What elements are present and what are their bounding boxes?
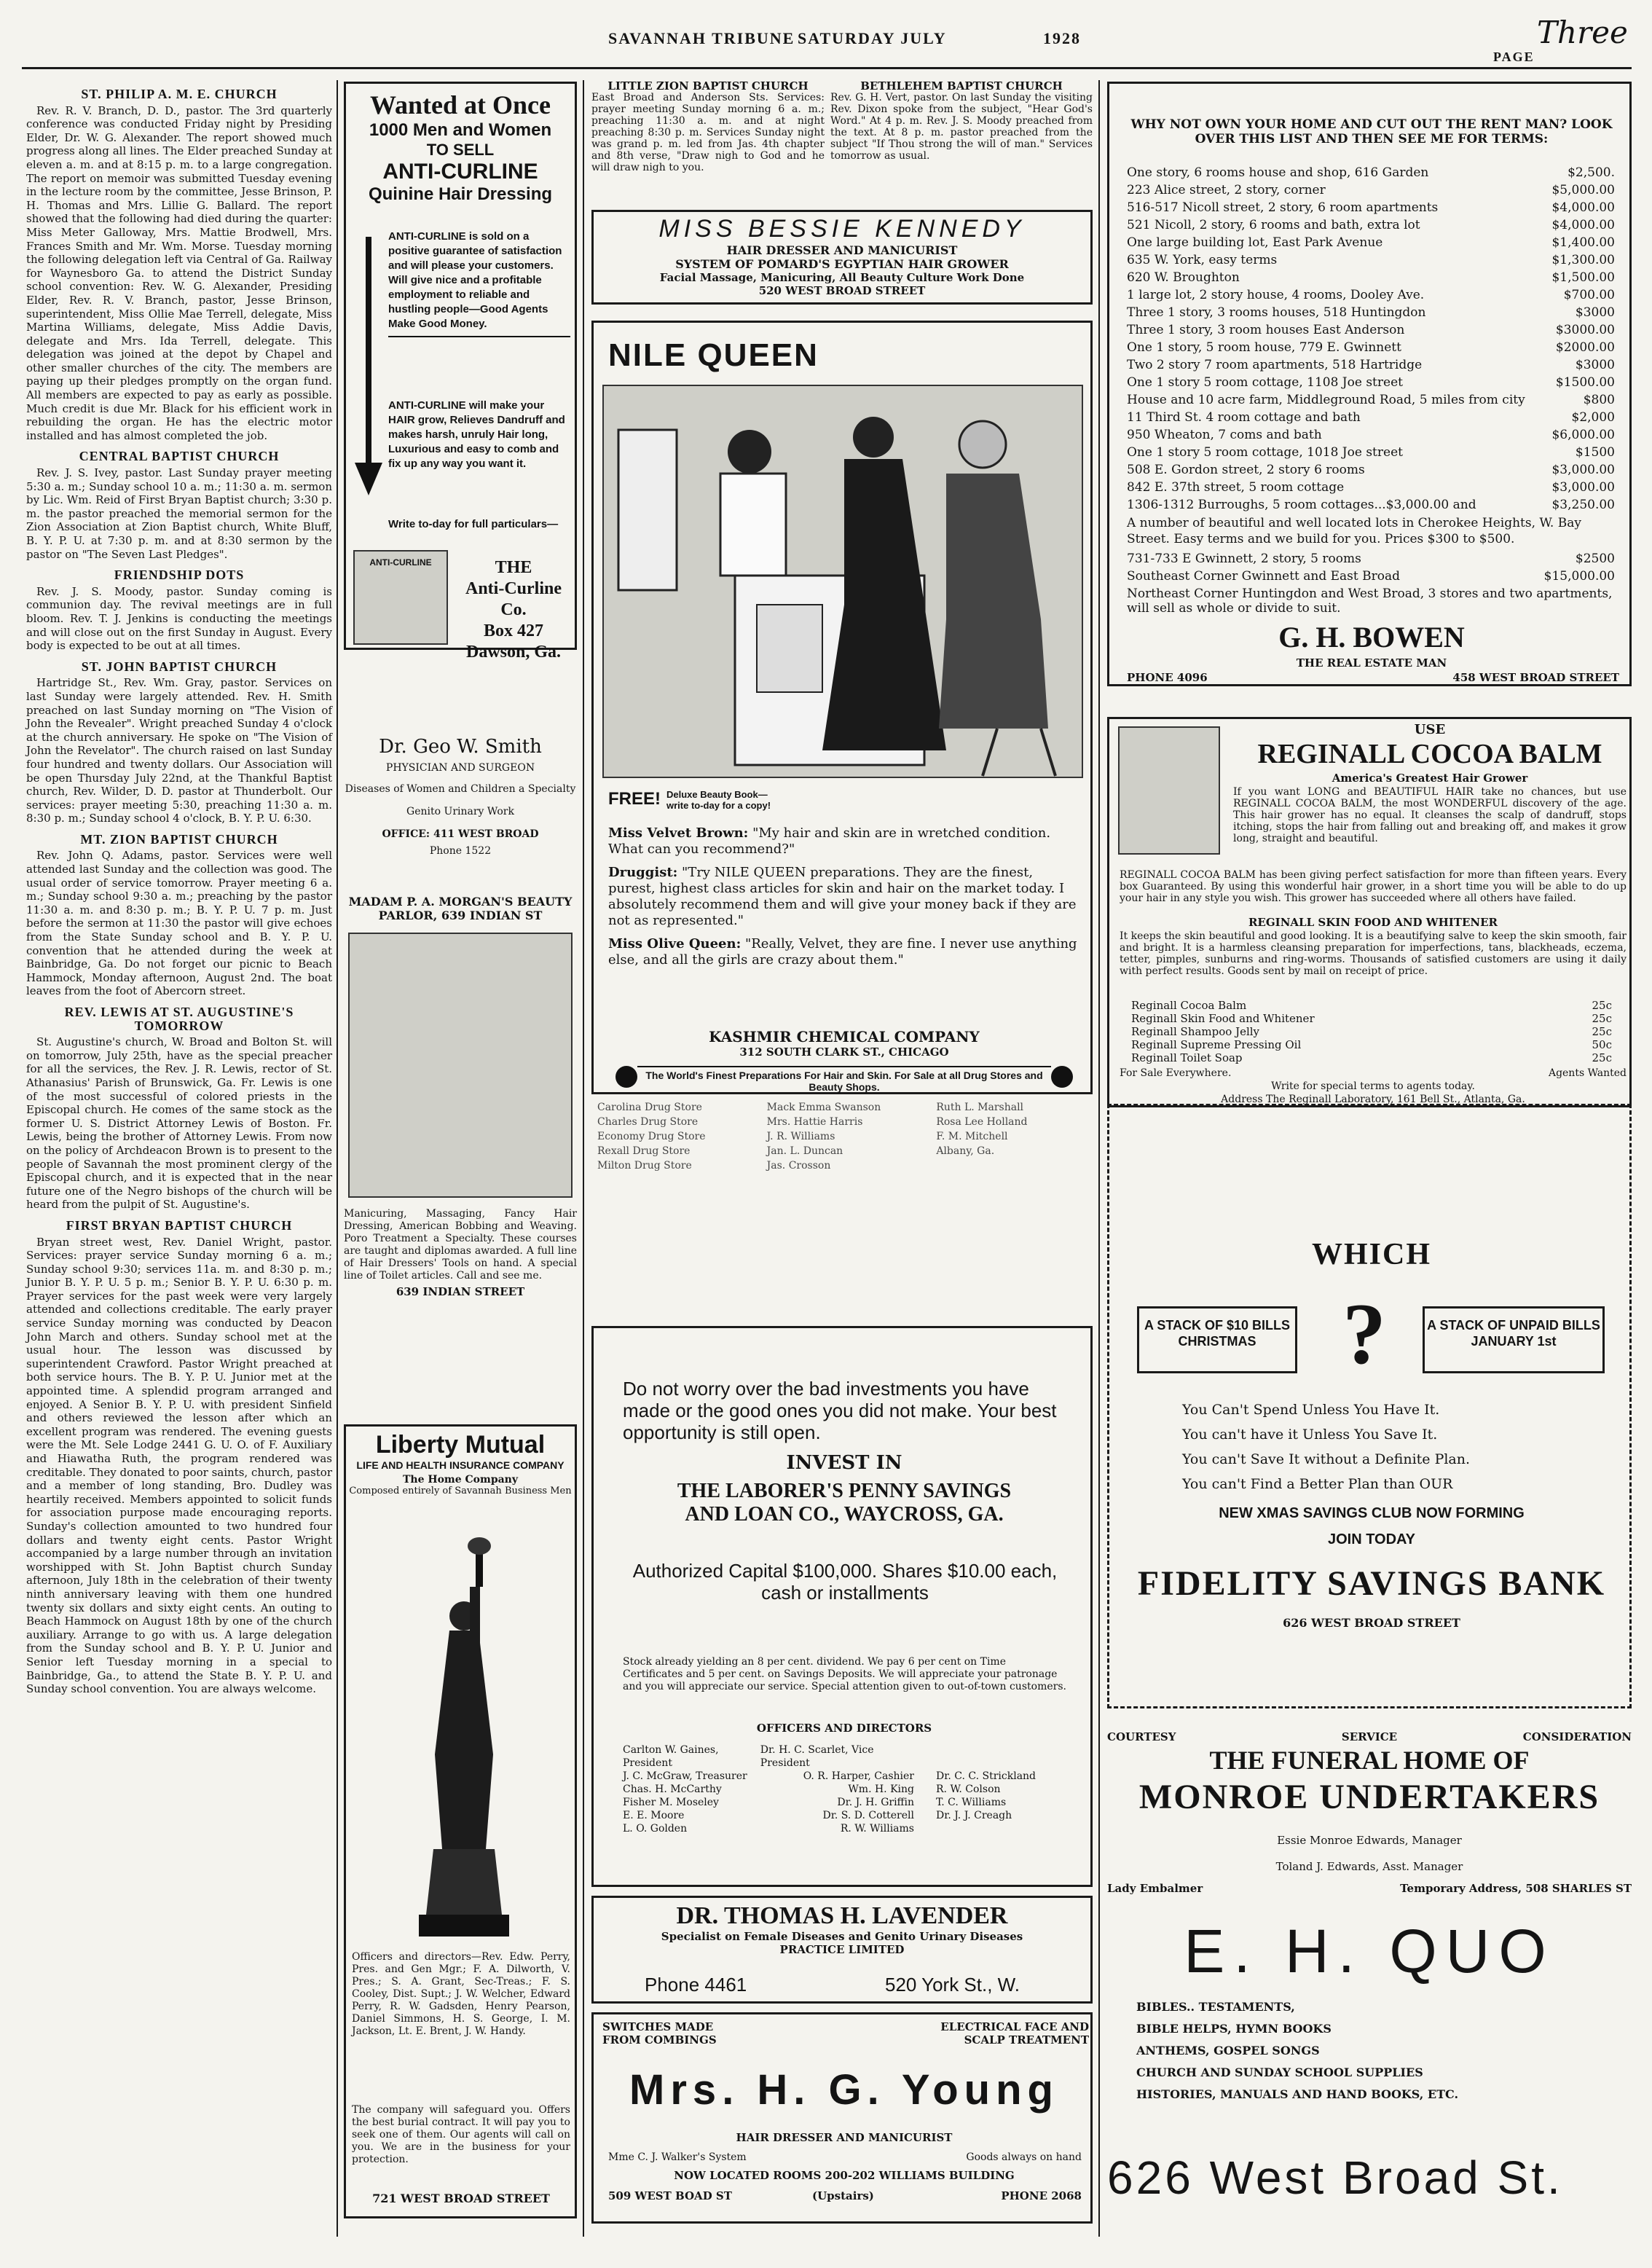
article-body: Hartridge St., Rev. Wm. Gray, pastor. Services on last Sunday were largely attended. Rev. H. Smith preached on last Sunday morning on "The Vision of John the Revealer". Wright preached Sunday 4 o'clock at the church anniversary. He spoke on "The Vision of John the Revelator". The church raised on last Sunday four hundred and twenty dollars. Our Association will be open Thursday July 22nd, at the Thankful Baptist church, Rev. Wilder, D. D. pastor at Thunderbolt. Our services: prayer meeting 5:30, preaching 11:30 a. m. 8:30 p. m.; Sunday school 4 o'clock, B. Y. P. U. 6:30.: [26, 676, 332, 825]
store-address: 626 West Broad St.: [1107, 2151, 1563, 2204]
free-label: FREE!: [608, 789, 661, 809]
column-rule: [1098, 80, 1100, 2237]
listing-desc: One 1 story 5 room cottage, 1108 Joe street: [1127, 375, 1403, 390]
article-body: Rev. J. S. Ivey, pastor. Last Sunday prayer meeting 5:30 a. m.; Sunday school 10 a. m.; 11:30 a. m. sermon by Lic. Wm. Reid of First Bryan Baptist church; 3:30 p. m. the pastor preached the memorial sermon for the Zion Association at Zion Baptist church, White Bluff, B. Y. P. U. at 7:30 p. m. and at 8:30 sermon by the pastor on "The Seven Last Pledges".: [26, 466, 332, 561]
article-title: ST. JOHN BAPTIST CHURCH: [81, 659, 278, 674]
dealer-name: Rosa Lee Holland: [936, 1116, 1028, 1128]
option-box-left: A STACK OF $10 BILLS CHRISTMAS: [1137, 1306, 1297, 1373]
officer-row: [623, 1770, 914, 1783]
listing-desc: 516-517 Nicoll street, 2 story, 6 room apartments: [1127, 200, 1439, 215]
listing-row: [1127, 216, 1615, 234]
officer-name: E. E. Moore: [623, 1810, 685, 1821]
listing-row: [1127, 409, 1615, 426]
product-tagline: America's Greatest Hair Grower: [1332, 772, 1528, 785]
church-title: BETHLEHEM BAPTIST CHURCH: [860, 79, 1063, 93]
speaker-line: "Really, Velvet, they are fine. I never use anything else, and all the girls are crazy about them.": [608, 936, 1077, 968]
price-row: [1131, 1025, 1612, 1038]
morgan-ad: [344, 895, 577, 1421]
masthead-title: SAVANNAH TRIBUNE: [608, 29, 795, 47]
motto-word: SERVICE: [1341, 1730, 1398, 1743]
listing-price: $4,000.00: [1551, 200, 1615, 215]
company-sub: LIFE AND HEALTH INSURANCE COMPANY: [356, 1459, 565, 1471]
tin-label: ANTI-CURLINE: [369, 557, 432, 568]
church-text: Rev. G. H. Vert, pastor. On last Sunday the visiting Rev. Dixon spoke from the subject, "Hear God's Word." At 4 p. m. Rev. J. S. Moody preached from the text. At 8 p. m. pastor preached from the subject "If Thou strong the will of man." Services tomorrow as usual.: [830, 92, 1093, 162]
doctor-spec: Specialist on Female Diseases and Genito Urinary Diseases: [661, 1930, 1023, 1943]
doctor-phone: Phone 1522: [429, 845, 492, 857]
officer-name: Fisher M. Moseley: [623, 1797, 719, 1808]
pharmacy-illustration: [602, 385, 1083, 778]
doctor-title: PHYSICIAN AND SURGEON: [385, 762, 535, 774]
speaker-label: Miss Velvet Brown:: [608, 825, 749, 841]
listing-desc: One large building lot, East Park Avenue: [1127, 235, 1383, 250]
product-price: 25c: [1592, 1051, 1612, 1064]
listing-row: [1127, 164, 1615, 181]
officer-name: J. C. McGraw, Treasurer: [623, 1770, 747, 1782]
dealer-name: F. M. Mitchell: [936, 1131, 1008, 1142]
capital-info: Authorized Capital $100,000. Shares $10.00 each, cash or installments: [632, 1560, 1058, 1604]
listing-desc: 11 Third St. 4 room cottage and bath: [1127, 410, 1361, 425]
liberty-mutual-ad: [344, 1424, 577, 2218]
listing-price: $1,400.00: [1551, 235, 1615, 250]
article-body: St. Augustine's church, W. Broad and Bolton St. will on tomorrow, July 25th, have as the special preacher for all the services, the Rev. J. R. Lewis, rector of St. Athanasius' Parish of Brunswick, Ga. Fr. Lewis is one of the most successful of colored priests in the Episcopal church. He comes of the same stock as the former U. S. District Attorney Lewis of Boston. Fr. Lewis, being the brother of Attorney Lewis. From now on the policy of Archdeacon Brown is to present to the people of Savannah the most prominent clergy of the Episcopal church, and it is expected that in the near future one of the Negro bishops of the church will be heard from the pulpit of St. Augustine's.: [26, 1035, 332, 1212]
savings-line: You Can't Spend Unless You Have It.: [1182, 1402, 1440, 1418]
listing-row: [1127, 321, 1615, 339]
xmas-club: NEW XMAS SAVINGS CLUB NOW FORMING: [1219, 1505, 1525, 1521]
listing-price: $3,000.00: [1551, 480, 1615, 495]
listing-price: $2000.00: [1555, 340, 1615, 355]
officer-row: [623, 1743, 914, 1770]
listing-price: $3000.00: [1555, 323, 1615, 337]
article-title: REV. LEWIS AT ST. AUGUSTINE'S TOMORROW: [64, 1005, 294, 1033]
product-item: Reginall Shampoo Jelly: [1131, 1025, 1260, 1038]
agent-title: THE REAL ESTATE MAN: [1296, 656, 1447, 670]
dot-icon: [615, 1066, 637, 1088]
article-body: Rev. John Q. Adams, pastor. Services were well attended last Sunday and the collection was good. The usual order of service tomorrow. Prayer meeting 6 a. m.; Sunday school 9:30 a. m.; preaching by the pastor 11:30 a. m. and 8:30 p. m.; B. Y. P. U. 7 p. m. Just before the sermon at 11:30 the pastor will give echoes from the State Sunday school and B. Y. P. U. convention that he attended during the week at Bainbridge, Ga. Do not forget our picnic to Beach Hammock, Monday afternoon, August 2nd. The boat leaves from the foot of Abercorn street.: [26, 849, 332, 998]
ad-right-text: [885, 2020, 1089, 2047]
product-price: 25c: [1592, 999, 1612, 1012]
officer-name: Chas. H. McCarthy: [623, 1784, 722, 1795]
listing-desc: 521 Nicoll, 2 story, 6 rooms and bath, extra lot: [1127, 218, 1420, 232]
product-tin-image: [353, 550, 448, 645]
listing-price: $4,000.00: [1551, 218, 1615, 232]
stylist-title: HAIR DRESSER AND MANICURIST: [736, 2131, 953, 2144]
ad-paragraph: ANTI-CURLINE will make your HAIR grow, Relieves Dandruff and makes harsh, unruly Hair long, Luxurious and easy to comb and fix up any way you want it.: [388, 399, 565, 470]
dealer-name: Mack Emma Swanson: [766, 1102, 881, 1113]
listing-row: [1127, 199, 1615, 216]
stylist-address: 520 WEST BROAD STREET: [758, 284, 926, 297]
listing-desc: 731-733 E Gwinnett, 2 story, 5 rooms: [1127, 552, 1361, 566]
church-news-column: [26, 80, 332, 2237]
dot-icon: [1051, 1066, 1073, 1088]
co-line: Anti-Curline: [465, 579, 562, 598]
stylist-location: NOW LOCATED ROOMS 200-202 WILLIAMS BUILDING: [674, 2169, 1015, 2182]
ad-paragraph: REGINALL COCOA BALM has been giving perfect satisfaction for more than fifteen years. Every box Guaranteed. By using this wonderful hair grower, in a short time you will be able to do up your hair in any style you wish. This grower has succeeded where all others have failed.: [1120, 869, 1627, 904]
listing-price: $15,000.00: [1543, 569, 1615, 584]
agent-phone: PHONE 4096: [1127, 671, 1208, 684]
listing-price: $2,000: [1571, 410, 1615, 425]
listing-row: [1127, 496, 1615, 514]
article-title: FRIENDSHIP DOTS: [114, 568, 245, 583]
bethlehem-notice: [830, 80, 1093, 200]
officer-name: Carlton W. Gaines, President: [623, 1744, 719, 1769]
listing-row: [1127, 391, 1615, 409]
book-item: HISTORIES, MANUALS AND HAND BOOKS, ETC.: [1136, 2087, 1459, 2101]
manager: Essie Monroe Edwards, Manager: [1277, 1834, 1462, 1847]
company-note: Composed entirely of Savannah Business Men: [349, 1486, 572, 1496]
company-block: [455, 557, 572, 663]
officer-name: L. O. Golden: [623, 1823, 688, 1835]
product-item: Reginall Toilet Soap: [1131, 1051, 1243, 1064]
arrow-down-icon: [361, 237, 377, 499]
article-title: CENTRAL BAPTIST CHURCH: [79, 449, 280, 464]
option-box-right: A STACK OF UNPAID BILLS JANUARY 1st: [1423, 1306, 1605, 1373]
store-name: E. H. QUO: [1184, 1917, 1555, 1985]
product-item: Reginall Supreme Pressing Oil: [1131, 1038, 1302, 1051]
officer-row: [623, 1822, 914, 1835]
listing-price: $2,500.: [1568, 165, 1615, 180]
dealer-name: Jan. L. Duncan: [766, 1145, 843, 1157]
ad-line: SCALP TREATMENT: [964, 2033, 1089, 2047]
ad-line: FROM COMBINGS: [602, 2033, 717, 2047]
listing-row: [1127, 269, 1615, 286]
listing-desc: 635 W. York, easy terms: [1127, 253, 1278, 267]
ad-title: WHY NOT OWN YOUR HOME AND CUT OUT THE RENT MAN? LOOK OVER THIS LIST AND THEN SEE ME FOR TERMS:: [1130, 117, 1613, 146]
header-rule: [22, 67, 1632, 69]
listing-desc: Three 1 story, 3 room houses East Anderson: [1127, 323, 1405, 337]
article-title: ST. PHILIP A. M. E. CHURCH: [81, 87, 278, 101]
speaker-label: Miss Olive Queen:: [608, 936, 742, 951]
stylist-title: HAIR DRESSER AND MANICURIST: [726, 243, 958, 257]
doctor-name: DR. THOMAS H. LAVENDER: [676, 1902, 1008, 1929]
listing-price: $1,500.00: [1551, 270, 1615, 285]
ad-headline: Wanted at Once: [370, 90, 551, 119]
listing-desc: Two 2 story 7 room apartments, 518 Hartridge: [1127, 358, 1423, 372]
speaker-line: "My hair and skin are in wretched condition. What can you recommend?": [608, 825, 1051, 857]
stylist-goods: Goods always on hand: [966, 2151, 1082, 2163]
product-item: Reginall Cocoa Balm: [1131, 999, 1247, 1012]
agent-name: G. H. BOWEN: [1278, 621, 1465, 654]
ad-left-text: [602, 2020, 806, 2047]
dealer-name: Milton Drug Store: [597, 1160, 692, 1172]
ad-product-name: ANTI-CURLINE: [382, 160, 538, 184]
write-note: Write for special terms to agents today.: [1271, 1080, 1475, 1092]
ad-paragraph: If you want LONG and BEAUTIFUL HAIR take no chances, but use REGINALL COCOA BALM, the most WONDERFUL discovery of the age. This hair grower has no equal. It cleanses the scalp of dandruff, stops itching, stops the hair from falling out and breaking off, and makes it grow long, straight and beautiful.: [1233, 786, 1627, 844]
listing-price: $3000: [1575, 358, 1615, 372]
listing-price: $1500.00: [1555, 375, 1615, 390]
laborers-savings-ad: [591, 1326, 1093, 1887]
bank-name: FIDELITY SAVINGS BANK: [1137, 1564, 1606, 1603]
listing-price: $800: [1583, 393, 1615, 407]
join-today: JOIN TODAY: [1327, 1531, 1416, 1547]
price-row: [1131, 1012, 1612, 1025]
stylist-name: MISS BESSIE KENNEDY: [658, 215, 1026, 243]
price-list: [1131, 999, 1612, 1064]
officer-name: Dr. H. C. Scarlet, Vice President: [760, 1744, 874, 1769]
listing-desc: 1 large lot, 2 story house, 4 rooms, Dooley Ave.: [1127, 288, 1425, 302]
handwritten-page-number: Three: [1537, 15, 1628, 50]
officer-name: R. W. Williams: [840, 1823, 914, 1835]
book-item: BIBLE HELPS, HYMN BOOKS: [1136, 2022, 1332, 2036]
officer-name: Wm. H. King: [848, 1784, 914, 1795]
co-line: Box 427: [483, 621, 543, 640]
doctor-name: Dr. Geo W. Smith: [379, 736, 542, 758]
extra-list: [1127, 550, 1615, 585]
dealer-name: Rexall Drug Store: [597, 1145, 691, 1157]
officer-name: O. R. Harper, Cashier: [803, 1770, 914, 1782]
listing-row: [1127, 339, 1615, 356]
company-name: Liberty Mutual: [375, 1431, 546, 1459]
agents-note: Agents Wanted: [1548, 1067, 1627, 1079]
lab-address: Address The Reginall Laboratory, 161 Bell St., Atlanta, Ga.: [1221, 1094, 1525, 1105]
smith-card: [344, 736, 577, 882]
stylist-system: SYSTEM OF POMARD'S EGYPTIAN HAIR GROWER: [675, 257, 1009, 271]
page-label: PAGE: [1493, 50, 1535, 64]
co-line: Co.: [500, 600, 527, 619]
dealer-list: [597, 1100, 1093, 1311]
listing-row: [1127, 461, 1615, 479]
fidelity-bank-ad: [1107, 1104, 1632, 1708]
ad-title: MADAM P. A. MORGAN'S BEAUTY PARLOR, 639 INDIAN ST: [348, 895, 573, 922]
ad-line: ELECTRICAL FACE AND: [940, 2020, 1089, 2033]
officer-row: [623, 1796, 914, 1809]
article-body: Bryan street west, Rev. Daniel Wright, pastor. Services: prayer service Sunday morning 6 a. m.; Sunday school 9:30; services 11a. m. and 8:30 p. m.; Junior B. Y. P. U. 5 p. m.; Senior B. Y. P. U. 6:30 p. m. Prayer services for the past week were very largely attended and collections creditable. The early prayer service Sunday morning was conducted by Deacon John March and others. Sunday school met at the usual hour. The lesson was discussed by superintendent Crawford. Pastor Wright preached at both service hours. The B. Y. P. U. Junior met at the appointed time. A splendid program arranged and enjoyed. A Senior B. Y. P. U. with president Sinfield and others reviewed the lesson after which an excellent program was rendered. The evening guests were the Mt. Sele Lodge 2441 G. U. O. of F. Auxiliary and Hiawatha Ruth, the program rendered was creditable. They donated to poor saints, church, pastor and a member of long standing, Bro. Dudley was heartily received. Members appointed to solicit funds for association purpose made encouraging reports. Sunday's collection amounted to two hundred four dollars and twenty eight cents. Pastor Wright accompanied by a large number through an invitation worshipped with St. John Baptist church Sunday afternoon, July 18th in the celebration of their twenty ninth anniversary leaving with them one hundred twenty six dollars and sixty eight cents. An outing to Beach Hammock on August 18th by one of the church auxiliary. Arrange to go with us. A large delegation from the Sunday school and B. Y. P. U. Junior and Senior left Tuesday morning in a special to Bainbridge, Ga., to attend the State B. Y. P. U. and Sunday school convention. You are always welcome.: [26, 1235, 332, 1696]
company-address: 721 WEST BROAD STREET: [372, 2192, 550, 2205]
savings-line: You can't Save It without a Definite Plan.: [1182, 1451, 1471, 1467]
officer-row: [623, 1809, 914, 1822]
price-row: [1131, 999, 1612, 1012]
article-body: Rev. R. V. Branch, D. D., pastor. The 3rd quarterly conference was conducted Friday night by Presiding Elder, Dr. W. G. Alexander. The report showed much progress along all lines. The Elder preached Sunday at eleven a. m. and at 8:15 p. m. to a large congregation. The report on memoir was submitted Tuesday evening in the lecture room by the committee, Jesse Brinson, P. H. Thomas and Mrs. Lillie G. Ballard. The report showed that the following had died during the quarter: Miss Meter Galloway, Mrs. Mattie Brodwell, Mrs. Frances Smith and Mr. Wm. Morse. Tuesday morning the following delegation left via Central of Ga. Railway for Waynesboro Ga. to attend the District Sunday school convention: Rev. W. G. Alexander, Presiding Elder, Rev. R. V. Branch, pastor, Jesse Brinson, superintendent, Miss Ollie Mae Terrell, delegate, Miss Martina Williams, delegate, Miss Addie Davis, delegate and Mrs. Ida Terrell, delegate. This delegation was joined at the depot by Chapel and other smaller churches of the city. The members are paying up their pledges promptly on the organ fund. All members are expected to pay as early as possible. Much credit is due Mr. Black for his efficient work in rebuilding the organ. He has the electric motor installed and has almost completed the job.: [26, 103, 332, 442]
agent-address: 458 WEST BROAD STREET: [1452, 671, 1619, 684]
column-rule: [337, 80, 338, 2237]
listing-desc: 508 E. Gordon street, 2 story 6 rooms: [1127, 463, 1365, 477]
officers-list: Officers and directors—Rev. Edw. Perry, Pres. and Gen Mgr.; F. A. Dilworth, V. Pres.; S. A. Grant, Sec-Treas.; F. S. Cooley, Dist. Supt.; J. W. Welcher, Edward Perry, R. W. Gadsden, Henry Pearson, Daniel Simmons, H. S. George, I. M. Jackson, Lt. E. Brent, J. W. Handy.: [352, 1951, 570, 2037]
brand-logo: NILE QUEEN: [608, 337, 819, 373]
ad-paragraph: ANTI-CURLINE is sold on a positive guarantee of satisfaction and will please your customers. Will give nice and a profitable employment to reliable and hustling people—Good Agents Make Good Money.: [388, 229, 570, 337]
stylist-upstairs: (Upstairs): [812, 2189, 874, 2202]
officer-name: R. W. Colson: [936, 1784, 1001, 1795]
ad-use-label: USE: [1414, 722, 1446, 737]
bank-address: 626 WEST BROAD STREET: [1283, 1616, 1460, 1630]
doctor-practice: PRACTICE LIMITED: [779, 1943, 905, 1956]
dealer-name: Charles Drug Store: [597, 1116, 699, 1128]
listing-price: $700.00: [1563, 288, 1615, 302]
listing-desc: House and 10 acre farm, Middleground Road, 5 miles from city: [1127, 393, 1525, 407]
listing-row: [1127, 444, 1615, 461]
church-text: East Broad and Anderson Sts. Services: prayer meeting Sunday morning 6 a. m.; preaching 11:30 a. m. and at night preaching 8:30 p. m. Services Sunday night was grand p. m. led from Jas. 4th chapter and 8th verse, "Draw nigh to God and he will draw nigh to you.: [591, 92, 825, 173]
company-name: KASHMIR CHEMICAL COMPANY: [709, 1028, 980, 1045]
article-title: FIRST BRYAN BAPTIST CHURCH: [66, 1217, 293, 1233]
listing-price: $3,000.00: [1551, 463, 1615, 477]
masthead-year: 1928: [1043, 29, 1081, 47]
book-item: BIBLES.. TESTAMENTS,: [1136, 2000, 1295, 2014]
article-body: Rev. J. S. Moody, pastor. Sunday coming is communion day. The revival meetings are in full bloom. Rev. T. J. Jenkins is conducting the meetings and will close out on the first Sunday in August. Every body is expected to be out at all times.: [26, 584, 332, 653]
dealer-name: Carolina Drug Store: [597, 1102, 702, 1113]
sale-note: For Sale Everywhere.: [1120, 1067, 1232, 1079]
book-list: [1136, 1996, 1617, 2106]
woman-portrait-image: [1118, 726, 1220, 855]
officers-table: [623, 1743, 914, 1835]
doctor-phone: Phone 4461: [645, 1974, 747, 1996]
ad-subhead: TO SELL: [426, 141, 495, 159]
lavender-card: [591, 1896, 1093, 2004]
ad-address: 639 INDIAN STREET: [396, 1285, 525, 1298]
listing-price: $3000: [1575, 305, 1615, 320]
doctor-detail: Genito Urinary Work: [406, 806, 514, 817]
listing-desc: Southeast Corner Gwinnett and East Broad: [1127, 569, 1401, 584]
listing-desc: One story, 6 rooms house and shop, 616 Garden: [1127, 165, 1429, 180]
speaker-line: "Try NILE QUEEN preparations. They are the finest, purest, highest class articles for skin and hair on the market today. I absolutely recommend them and will give your money back if they are not as represented.": [608, 865, 1077, 928]
temp-address: Temporary Address, 508 SHARLES ST: [1400, 1882, 1632, 1895]
listing-desc: 842 E. 37th street, 5 room cottage: [1127, 480, 1345, 495]
savings-lines: [1182, 1397, 1619, 1496]
listing-price: $6,000.00: [1551, 428, 1615, 442]
officer-name: Dr. C. C. Strickland: [936, 1770, 1037, 1782]
officer-name: Dr. S. D. Cotterell: [822, 1810, 914, 1821]
listing-price: $1500: [1575, 445, 1615, 460]
reginall-ad: [1107, 717, 1632, 1107]
company-tagline: The Home Company: [402, 1474, 518, 1486]
dealer-name: Ruth L. Marshall: [936, 1102, 1024, 1113]
doctor-address: OFFICE: 411 WEST BROAD: [382, 828, 539, 840]
officers-title: OFFICERS AND DIRECTORS: [756, 1722, 932, 1735]
dealer-name: Mrs. Hattie Harris: [766, 1116, 863, 1128]
masthead-date: SATURDAY JULY: [798, 29, 947, 47]
listing-price: $2500: [1575, 552, 1615, 566]
dealer-name: Jas. Crosson: [766, 1160, 831, 1172]
motto-word: COURTESY: [1107, 1730, 1176, 1743]
home-title: THE FUNERAL HOME OF: [1209, 1746, 1530, 1775]
product-price: 25c: [1592, 1012, 1612, 1025]
listing-price: $3,250.00: [1551, 498, 1615, 512]
product-price: 50c: [1592, 1038, 1612, 1051]
stylist-name: Mrs. H. G. Young: [629, 2066, 1059, 2114]
ad-subhead: Quinine Hair Dressing: [368, 184, 553, 204]
stylist-phone: PHONE 2068: [1001, 2189, 1082, 2202]
savings-line: You can't Find a Better Plan than OUR: [1182, 1476, 1453, 1492]
listing-row: [1127, 374, 1615, 391]
listing-desc: One 1 story 5 room cottage, 1018 Joe street: [1127, 445, 1403, 460]
listing-desc: 620 W. Broughton: [1127, 270, 1240, 285]
question-mark-icon: ?: [1342, 1285, 1386, 1382]
price-row: [1131, 1051, 1612, 1064]
skin-title: REGINALL SKIN FOOD AND WHITENER: [1248, 916, 1498, 929]
portrait-photo: [348, 933, 573, 1198]
anticurline-ad: [344, 82, 577, 662]
officer-name: Dr. J. J. Creagh: [936, 1810, 1012, 1821]
property-list: [1127, 164, 1615, 514]
dealer-name: Economy Drug Store: [597, 1131, 706, 1142]
free-offer: Deluxe Beauty Book—write to-day for a copy!: [666, 789, 771, 811]
company-name: AND LOAN CO., WAYCROSS, GA.: [685, 1503, 1004, 1526]
price-row: [1131, 1038, 1612, 1051]
asst-manager: Toland J. Edwards, Asst. Manager: [1275, 1860, 1463, 1873]
bowen-real-estate-ad: [1107, 82, 1632, 686]
listing-row: [1127, 251, 1615, 269]
listing-price: $1,300.00: [1551, 253, 1615, 267]
listing-price: $5,000.00: [1551, 183, 1615, 197]
listing-row: [1127, 426, 1615, 444]
doctor-detail: Diseases of Women and Children a Specialty: [345, 783, 576, 795]
stock-info: Stock already yielding an 8 per cent. dividend. We pay 6 per cent on Time Certificates and 5 per cent. on Savings Deposits. We will appreciate your patronage and you will appreciate our service. Special attention given to out-of-town customers.: [623, 1656, 1066, 1692]
tagline-bar: The World's Finest Preparations For Hair and Skin. For Sale at all Drug Stores and Beauty Shops.: [637, 1066, 1051, 1093]
home-name: MONROE UNDERTAKERS: [1138, 1778, 1600, 1816]
kennedy-ad: [591, 210, 1093, 305]
officer-name: Dr. J. H. Griffin: [837, 1797, 914, 1808]
dealer-name: Albany, Ga.: [936, 1145, 995, 1157]
listing-desc: One 1 story, 5 room house, 779 E. Gwinnett: [1127, 340, 1401, 355]
lots-note: A number of beautiful and well located lots in Cherokee Heights, W. Bay Street. Easy terms and we build for you. Prices $300 to $500.: [1127, 516, 1581, 546]
book-item: ANTHEMS, GOSPEL SONGS: [1136, 2044, 1320, 2057]
listing-note: Northeast Corner Huntingdon and West Broad, 3 stores and two apartments, will sell as whole or divide to suit.: [1127, 586, 1613, 616]
book-item: CHURCH AND SUNDAY SCHOOL SUPPLIES: [1136, 2065, 1423, 2079]
ad-intro: Do not worry over the bad investments you have made or the good ones you did not make. Your best opportunity is still open.: [623, 1378, 1057, 1443]
co-line: Dawson, Ga.: [465, 643, 562, 662]
invest-label: INVEST IN: [786, 1452, 902, 1474]
listing-row: [1127, 234, 1615, 251]
product-name: REGINALL COCOA BALM: [1257, 739, 1602, 769]
product-item: Reginall Skin Food and Whitener: [1131, 1012, 1315, 1025]
ad-paragraph: It keeps the skin beautiful and good looking. It is a beautifying salve to keep the skin smooth, fair and bright. It is a harmless cleansing preparation for imperfections, tans, blackheads, eczema, tetter, pimples, sunburns and ring-worms. Thousands of satisfied customers are using it daily with perfect results. Goods sent by mail on receipt of price.: [1120, 930, 1627, 977]
speaker-label: Druggist:: [608, 865, 678, 880]
listing-row: [1127, 356, 1615, 374]
listing-row: [1127, 286, 1615, 304]
church-title: LITTLE ZION BAPTIST CHURCH: [607, 79, 809, 93]
company-name: THE LABORER'S PENNY SAVINGS: [677, 1480, 1012, 1502]
statue-of-liberty-icon: [404, 1536, 521, 1944]
dealer-name: J. R. Williams: [766, 1131, 835, 1142]
article-title: MT. ZION BAPTIST CHURCH: [80, 831, 278, 847]
listing-desc: Three 1 story, 3 rooms houses, 518 Huntingdon: [1127, 305, 1426, 320]
little-zion-notice: [591, 80, 825, 200]
listing-desc: 223 Alice street, 2 story, corner: [1127, 183, 1326, 197]
column-rule: [583, 80, 584, 2237]
company-pitch: The company will safeguard you. Offers the best burial contract. It will pay you to seek one of them. Our agents will call on you. We are in the business for your protection.: [352, 2104, 570, 2165]
motto-word: CONSIDERATION: [1522, 1730, 1632, 1743]
product-price: 25c: [1592, 1025, 1612, 1038]
officer-name: T. C. Williams: [936, 1797, 1007, 1808]
listing-desc: 1306-1312 Burroughs, 5 room cottages...$3,000.00 and: [1127, 498, 1476, 512]
listing-row: [1127, 181, 1615, 199]
doctor-address: 520 York St., W.: [885, 1974, 1020, 1996]
stylist-system: Mme C. J. Walker's System: [608, 2151, 747, 2163]
listing-row: [1127, 479, 1615, 496]
nile-queen-ad: [591, 321, 1093, 1094]
stylist-address: 509 WEST BOAD ST: [608, 2189, 732, 2202]
quo-ad: [1107, 1909, 1632, 2237]
ad-line: SWITCHES MADE: [602, 2020, 714, 2033]
savings-line: You can't have it Unless You Save It.: [1182, 1427, 1438, 1443]
ad-paragraph: Write to-day for full particulars—: [388, 518, 559, 530]
listing-desc: 950 Wheaton, 7 coms and bath: [1127, 428, 1322, 442]
which-headline: WHICH: [1311, 1238, 1431, 1271]
ad-subhead: 1000 Men and Women: [369, 120, 552, 140]
ad-body: Manicuring, Massaging, Fancy Hair Dressing, American Bobbing and Weaving. Poro Treatment a Specialty. These courses are taught and diplomas awarded. A full line of Hair Dressers' Tools on hand. A special line of Toilet articles. Call and see me.: [344, 1208, 577, 1282]
embalmer: Lady Embalmer: [1107, 1882, 1203, 1895]
stylist-services: Facial Massage, Manicuring, All Beauty Culture Work Done: [659, 271, 1025, 284]
company-address: 312 SOUTH CLARK ST., CHICAGO: [739, 1045, 949, 1059]
co-line: THE: [495, 558, 532, 577]
officer-row: [623, 1783, 914, 1796]
dialogue: [608, 825, 1082, 968]
officers-table-right: [936, 1770, 1082, 1822]
listing-row: [1127, 304, 1615, 321]
young-ad: [591, 2012, 1093, 2224]
